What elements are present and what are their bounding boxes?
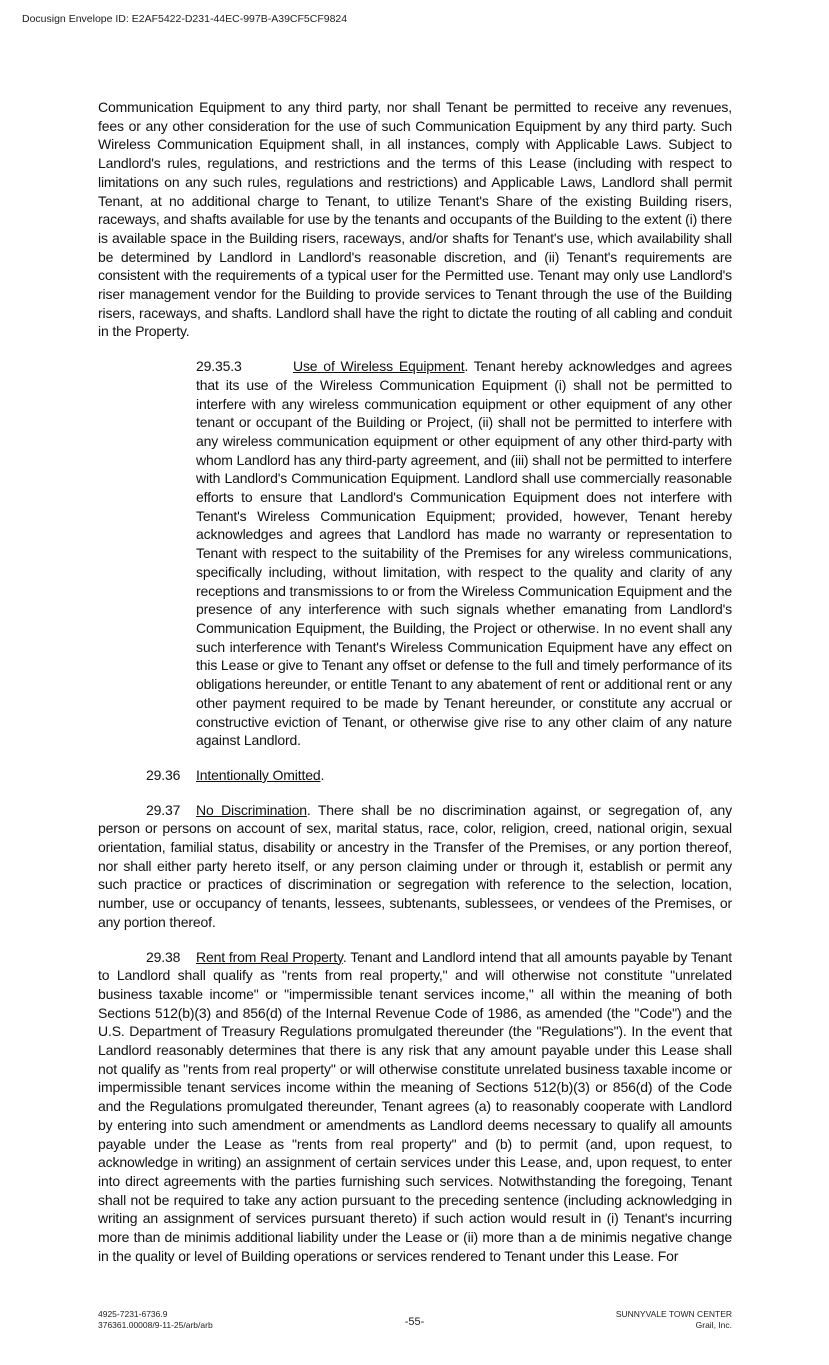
section-number: 29.35.3 <box>196 358 242 375</box>
section-number: 29.36 <box>146 766 181 783</box>
property-name: SUNNYVALE TOWN CENTER <box>615 1309 732 1319</box>
section-text: . <box>320 766 325 783</box>
file-reference: 376361.00008/9-11-25/arb/arb <box>98 1320 213 1330</box>
continuation-paragraph: Communication Equipment to any third party, nor shall Tenant be permitted to receive any revenues, fees or any other consideration for the use of such Communication Equipment by any third party. Such Wireless Communication Equipment shall, in all instances, comply with Applicable Laws. Subject to Landlord's rules, regulations, and restrictions and the terms of this Lease (including with respect to limitations on any such rules, regulations and restrictions) and Applicable Laws, Landlord shall permit Tenant, at no additional charge to Tenant, to utilize Tenant's Share of the existing Building risers, raceways, and shafts available for use by the tenants and occupants of the Building to the extent (i) there is available space in the Building risers, raceways, and/or shafts for Tenant's use, which availability shall be determined by Landlord in Landlord's reasonable discretion, and (ii) Tenant's requirements are consistent with the requirements of a typical user for the Permitted use. Tenant may only use Landlord's riser management vendor for the Building to provide services to Tenant through the use of the Building risers, raceways, and shafts. Landlord shall have the right to dictate the routing of all cabling and conduit in the Property. <box>98 99 732 340</box>
section-title: Use of Wireless Equipment <box>293 358 465 375</box>
section-text: . There shall be no discrimination against, or segregation of, any person or persons on account of sex, marital status, race, color, religion, creed, national origin, sexual orientation, familial status, disability or ancestry in the Transfer of the Premises, or any portion thereof, nor shall either party hereto itself, or any person claiming under or through it, establish or permit any such practice or practices of discrimination or segregation with reference to the selection, location, number, use or occupancy of tenants, lessees, subtenants, sublessees, or vendees of the Premises, or any portion thereof. <box>98 801 732 930</box>
section-number: 29.37 <box>146 801 181 818</box>
section-text: . Tenant and Landlord intend that all amounts payable by Tenant to Landlord shall qualify as "rents from real property," and will otherwise not constitute "unrelated business taxable income" or "impermissible tenant services income," all within the meaning of both Sections 512(b)(3) and 856(d) of the Internal Revenue Code of 1986, as amended (the "Code") and the U.S. Department of Treasury Regulations promulgated thereunder (the "Regulations"). In the event that Landlord reasonably determines that there is any risk that any amount payable under this Lease shall not qualify as "rents from real property" or will otherwise constitute unrelated business taxable income or impermissible tenant services income within the meaning of Sections 512(b)(3) or 856(d) of the Code and the Regulations promulgated thereunder, Tenant agrees (a) to reasonably cooperate with Landlord by entering into such amendment or amendments as Landlord deems necessary to qualify all amounts payable under the Lease as "rents from real property" and (b) to permit (and, upon request, to acknowledge in writing) an assignment of certain services under this Lease, and, upon request, to enter into direct agreements with the parties furnishing such services. Notwithstanding the foregoing, Tenant shall not be required to take any action pursuant to the preceding sentence (including acknowledging in writing an assignment of services pursuant thereto) if such action would result in (i) Tenant's incurring more than de minimis additional liability under the Lease or (ii) more than a de minimis negative change in the quality or level of Building operations or services rendered to Tenant under this Lease. For <box>98 948 732 1264</box>
page-number: -55- <box>404 1316 425 1328</box>
doc-number: 4925-7231-6736.9 <box>98 1309 168 1319</box>
section-29-38 <box>98 948 732 1266</box>
section-text: . Tenant hereby acknowledges and agrees that its use of the Wireless Communication Equipment (i) shall not be permitted to interfere with any wireless communication equipment or other equipment of any other tenant or occupant of the Building or Project, (ii) shall not be permitted to interfere with any wireless communication equipment or other equipment of any other third-party with whom Landlord has any third-party agreement, and (iii) shall not be permitted to interfere with Landlord's Communication Equipment. Landlord shall use commercially reasonable efforts to ensure that Landlord's Communication Equipment does not interfere with Tenant's Wireless Communication Equipment; provided, however, Tenant hereby acknowledges and agrees that Landlord has made no warranty or representation to Tenant with respect to the suitability of the Premises for any wireless communications, specifically including, without limitation, with respect to the quality and clarity of any receptions and transmissions to or from the Wireless Communication Equipment and the presence of any interference with such signals whether emanating from Landlord's Communication Equipment, the Building, the Project or otherwise. In no event shall any such interference with Tenant's Wireless Communication Equipment have any effect on this Lease or give to Tenant any offset or defense to the full and timely performance of its obligations hereunder, or entitle Tenant to any abatement of rent or additional rent or any other payment required to be made by Tenant hereunder, or constitute any accrual or constructive eviction of Tenant, or otherwise give rise to any other claim of any nature against Landlord. <box>196 358 733 749</box>
envelope-id: Docusign Envelope ID: E2AF5422-D231-44EC-997B-A39CF5CF9824 <box>22 13 348 25</box>
section-title: No Discrimination <box>196 801 307 818</box>
section-title: Intentionally Omitted <box>196 766 321 783</box>
section-number: 29.38 <box>146 948 181 965</box>
footer-right <box>616 1309 732 1331</box>
section-29-37 <box>98 801 732 932</box>
tenant-name: Grail, Inc. <box>695 1320 732 1330</box>
section-title: Rent from Real Property <box>196 948 343 965</box>
document-body <box>98 98 732 1265</box>
section-29-35-3 <box>98 357 732 750</box>
section-29-36 <box>98 766 732 785</box>
